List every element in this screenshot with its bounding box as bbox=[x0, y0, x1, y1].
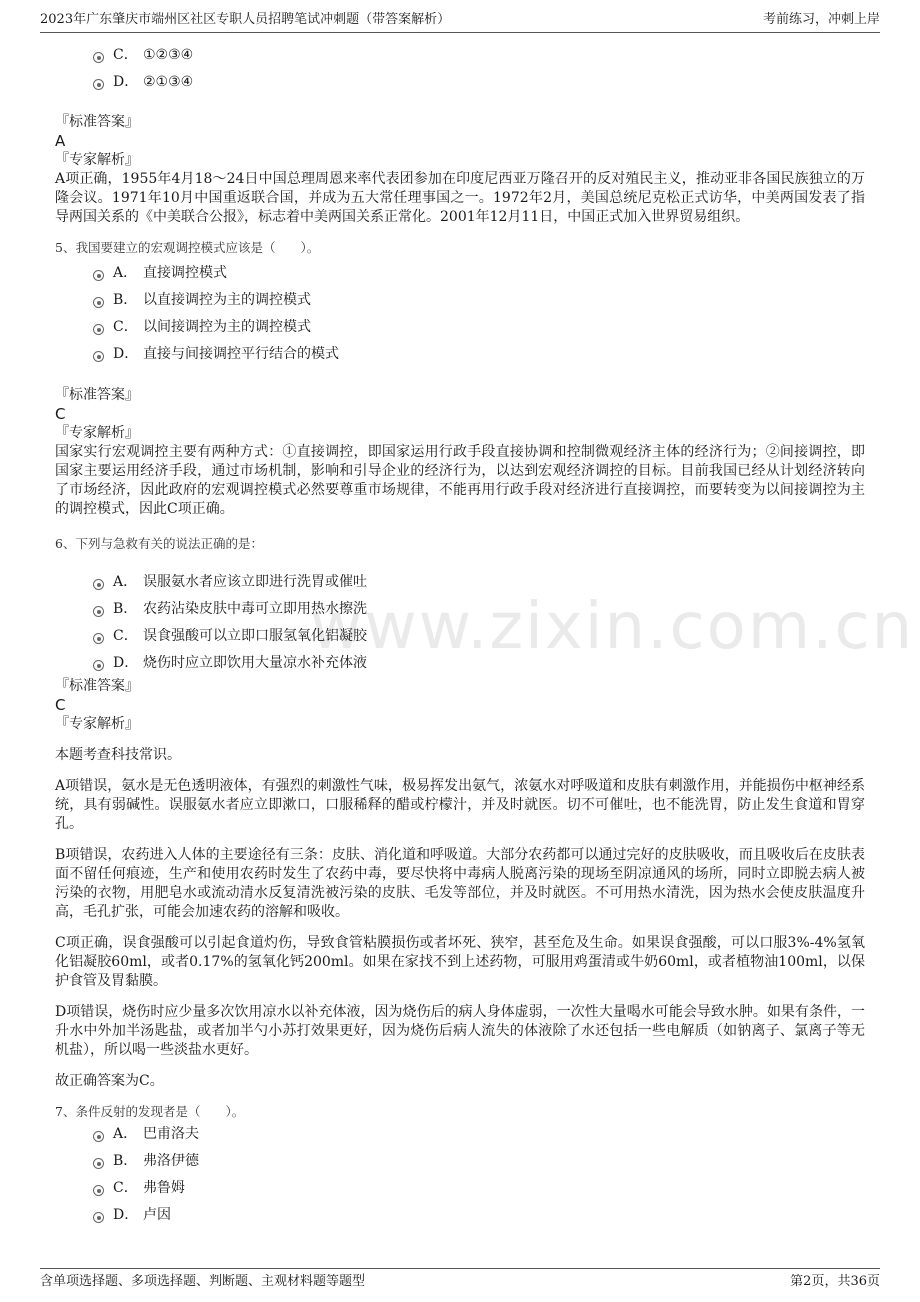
radio-icon[interactable] bbox=[93, 606, 104, 617]
page-footer bbox=[40, 1268, 880, 1295]
option-a[interactable] bbox=[55, 569, 865, 596]
option-text: 农药沾染皮肤中毒可立即用热水擦洗 bbox=[143, 601, 367, 617]
radio-icon[interactable] bbox=[93, 79, 104, 90]
analysis-paragraph: 本题考查科技常识。 bbox=[55, 747, 181, 763]
option-letter: C． bbox=[113, 319, 138, 335]
analysis-paragraph: C项正确，误食强酸可以引起食道灼伤，导致食管粘膜损伤或者坏死、狭窄，甚至危及生命。如果误食强酸，可以口服3%-4%氢氧化铝凝胶60ml，或者0.17%的氢氧化钙200ml。如果在家找不到上述药物，可服用鸡蛋清或牛奶60ml，或者植物油100ml，以保护食管及胃黏膜。 bbox=[55, 935, 865, 989]
option-letter: D． bbox=[113, 74, 139, 90]
analysis-paragraph: 故正确答案为C。 bbox=[55, 1073, 164, 1089]
option-text: 直接与间接调控平行结合的模式 bbox=[143, 346, 339, 362]
radio-icon[interactable] bbox=[93, 297, 104, 308]
question-types: 含单项选择题、多项选择题、判断题、主观材料题等题型 bbox=[40, 1274, 366, 1289]
answer-value: A bbox=[55, 132, 66, 150]
option-d[interactable] bbox=[55, 650, 865, 677]
option-c[interactable] bbox=[55, 1175, 865, 1202]
option-d[interactable] bbox=[55, 341, 865, 368]
radio-icon[interactable] bbox=[93, 1158, 104, 1169]
option-text: 卢因 bbox=[143, 1207, 171, 1223]
radio-icon[interactable] bbox=[93, 1131, 104, 1142]
option-letter: C． bbox=[113, 47, 138, 63]
radio-icon[interactable] bbox=[93, 351, 104, 362]
option-text: 巴甫洛夫 bbox=[143, 1126, 199, 1142]
option-letter: C． bbox=[113, 1180, 138, 1196]
option-text: 弗洛伊德 bbox=[143, 1153, 199, 1169]
analysis-label: 『专家解析』 bbox=[55, 425, 139, 441]
page-header bbox=[40, 8, 880, 33]
analysis-paragraph: A项错误，氨水是无色透明液体，有强烈的刺激性气味，极易挥发出氨气，浓氨水对呼吸道和皮肤有刺激作用，并能损伤中枢神经系统，具有弱碱性。误服氨水者应立即漱口，口服稀释的醋或柠檬汁，并及时就医。切不可催吐，也不能洗胃，防止发生食道和胃穿孔。 bbox=[55, 778, 865, 832]
answer-label: 『标准答案』 bbox=[55, 387, 139, 403]
option-text: 弗鲁姆 bbox=[143, 1180, 185, 1196]
option-b[interactable] bbox=[55, 1148, 865, 1175]
option-letter: A． bbox=[113, 574, 138, 590]
option-letter: D． bbox=[113, 1207, 139, 1223]
radio-icon[interactable] bbox=[93, 324, 104, 335]
option-letter: A． bbox=[113, 1126, 138, 1142]
document-title: 2023年广东肇庆市端州区社区专职人员招聘笔试冲刺题（带答案解析） bbox=[40, 12, 451, 27]
option-c[interactable] bbox=[55, 42, 865, 69]
question-7 bbox=[55, 1103, 865, 1229]
option-a[interactable] bbox=[55, 1121, 865, 1148]
analysis-paragraph: D项错误，烧伤时应少量多次饮用凉水以补充体液，因为烧伤后的病人身体虚弱，一次性大量喝水可能会导致水肿。如果有条件，一升水中外加半汤匙盐，或者加半勺小苏打效果更好，因为烧伤后病人流失的体液除了水还包括一些电解质（如钠离子、氯离子等无机盐），所以喝一些淡盐水更好。 bbox=[55, 1004, 865, 1058]
option-text: 以直接调控为主的调控模式 bbox=[143, 292, 311, 308]
radio-icon[interactable] bbox=[93, 579, 104, 590]
analysis-text: 国家实行宏观调控主要有两种方式：①直接调控，即国家运用行政手段直接协调和控制微观经济主体的经济行为；②间接调控，即国家主要运用经济手段，通过市场机制，影响和引导企业的经济行为，以达到宏观经济调控的目标。目前我国已经从计划经济转向了市场经济，因此政府的宏观调控模式必然要尊重市场规律，不能再用行政手段对经济进行直接调控，而要转变为以间接调控为主的调控模式，因此C项正确。 bbox=[55, 444, 865, 517]
option-letter: C． bbox=[113, 628, 138, 644]
analysis-text: A项正确，1955年4月18～24日中国总理周恩来率代表团参加在印度尼西亚万隆召开的反对殖民主义，推动亚非各国民族独立的万隆会议。1971年10月中国重返联合国，并成为五大常任理事国之一。1972年2月，美国总统尼克松正式访华，中美两国发表了指导两国关系的《中美联合公报》，标志着中美两国关系正常化。2001年12月11日，中国正式加入世界贸易组织。 bbox=[55, 171, 865, 225]
option-text: 以间接调控为主的调控模式 bbox=[143, 319, 311, 335]
option-letter: B． bbox=[113, 292, 138, 308]
question-stem: 6、下列与急救有关的说法正确的是： bbox=[55, 536, 263, 551]
option-text: ①②③④ bbox=[143, 47, 194, 63]
answer-value: C bbox=[55, 405, 66, 423]
radio-icon[interactable] bbox=[93, 633, 104, 644]
watermark: www.zixin.com.cn bbox=[310, 590, 915, 664]
radio-icon[interactable] bbox=[93, 1185, 104, 1196]
option-letter: D． bbox=[113, 655, 139, 671]
analysis-paragraph: B项错误，农药进入人体的主要途径有三条：皮肤、消化道和呼吸道。大部分农药都可以通过完好的皮肤吸收，而且吸收后在皮肤表面不留任何痕迹，生产和使用农药时发生了农药中毒，要尽快将中毒病人脱离污染的现场至阴凉通风的场所，同时立即脱去病人被污染的衣物，用肥皂水或流动清水反复清洗被污染的皮肤、毛发等部位，并及时就医。不可用热水清洗，因为热水会使皮肤温度升高，毛孔扩张，可能会加速农药的溶解和吸收。 bbox=[55, 847, 865, 920]
radio-icon[interactable] bbox=[93, 1212, 104, 1223]
question-6 bbox=[55, 535, 865, 1091]
analysis-label: 『专家解析』 bbox=[55, 152, 139, 168]
option-letter: B． bbox=[113, 601, 138, 617]
option-b[interactable] bbox=[55, 287, 865, 314]
header-slogan: 考前练习，冲刺上岸 bbox=[762, 12, 880, 27]
option-b[interactable] bbox=[55, 596, 865, 623]
question-stem: 7、条件反射的发现者是（ ）。 bbox=[55, 1104, 245, 1119]
option-c[interactable] bbox=[55, 623, 865, 650]
analysis-label: 『专家解析』 bbox=[55, 716, 139, 732]
option-text: ②①③④ bbox=[143, 74, 194, 90]
option-letter: B． bbox=[113, 1153, 138, 1169]
option-a[interactable] bbox=[55, 260, 865, 287]
question-5 bbox=[55, 239, 865, 519]
option-text: 误服氨水者应该立即进行洗胃或催吐 bbox=[143, 574, 367, 590]
question-4 bbox=[55, 42, 865, 227]
option-d[interactable] bbox=[55, 69, 865, 96]
option-text: 误食强酸可以立即口服氢氧化铝凝胶 bbox=[143, 628, 367, 644]
option-letter: A． bbox=[113, 265, 138, 281]
option-text: 直接调控模式 bbox=[143, 265, 227, 281]
answer-value: C bbox=[55, 696, 66, 714]
radio-icon[interactable] bbox=[93, 660, 104, 671]
option-letter: D． bbox=[113, 346, 139, 362]
question-stem: 5、我国要建立的宏观调控模式应该是（ ）。 bbox=[55, 240, 320, 255]
page-number: 第2页，共36页 bbox=[790, 1274, 880, 1289]
option-text: 烧伤时应立即饮用大量凉水补充体液 bbox=[143, 655, 367, 671]
radio-icon[interactable] bbox=[93, 270, 104, 281]
page-content bbox=[55, 42, 865, 1229]
answer-label: 『标准答案』 bbox=[55, 114, 139, 130]
option-d[interactable] bbox=[55, 1202, 865, 1229]
option-c[interactable] bbox=[55, 314, 865, 341]
radio-icon[interactable] bbox=[93, 52, 104, 63]
answer-label: 『标准答案』 bbox=[55, 678, 139, 694]
